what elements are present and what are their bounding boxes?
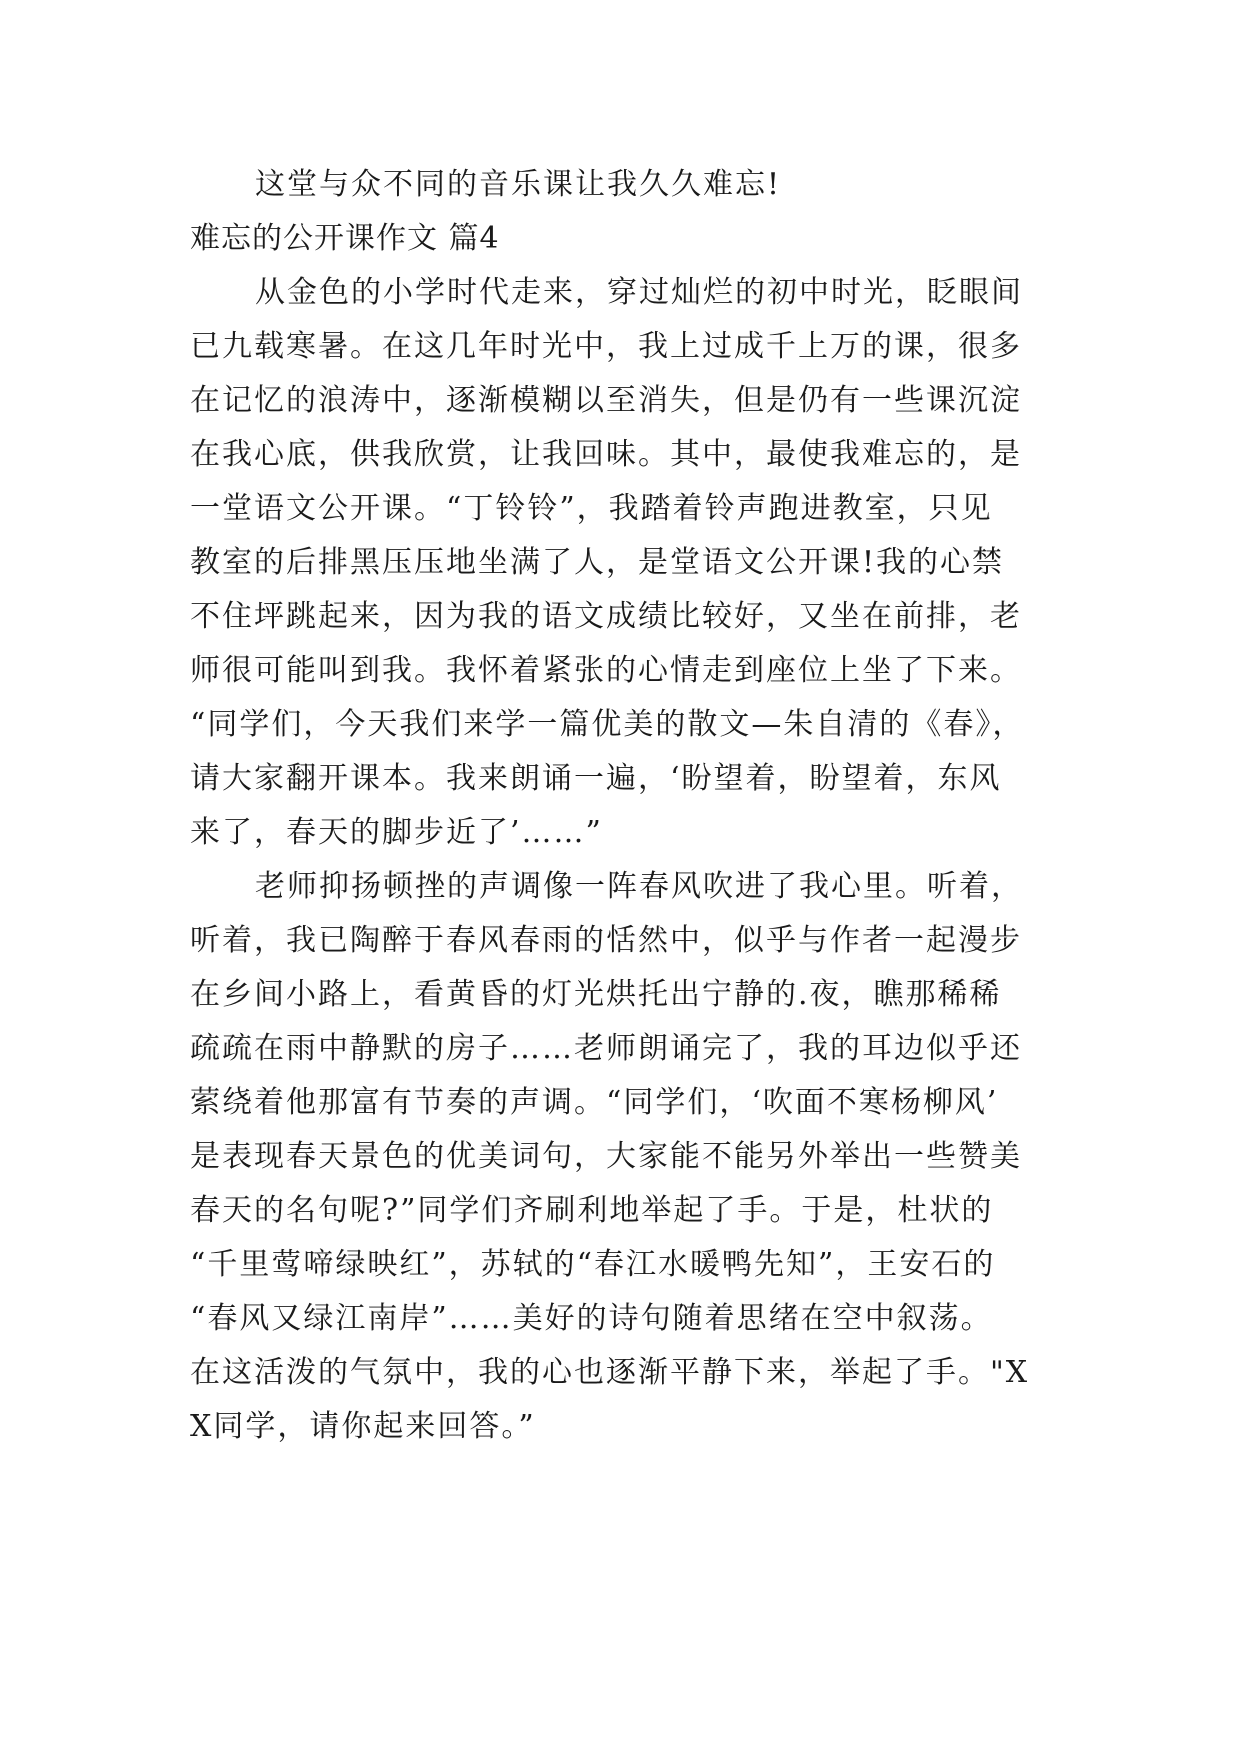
text-line: “同学们，今天我们来学一篇优美的散文—朱自清的《春》， — [190, 707, 1025, 742]
text-line: 师很可能叫到我。我怀着紧张的心情走到座位上坐了下来。 — [190, 653, 1022, 688]
text-line: 从金色的小学时代走来，穿过灿烂的初中时光，眨眼间 — [255, 275, 1023, 310]
text-line: 是表现春天景色的优美词句，大家能不能另外举出一些赞美 — [190, 1139, 1022, 1174]
text-line: 一堂语文公开课。“丁铃铃”，我踏着铃声跑进教室，只见 — [190, 491, 993, 526]
text-line: 在我心底，供我欣赏，让我回味。其中，最使我难忘的，是 — [190, 437, 1022, 472]
text-line: 疏疏在雨中静默的房子……老师朗诵完了，我的耳边似乎还 — [190, 1031, 1022, 1066]
text-line: 萦绕着他那富有节奏的声调。“同学们，‘吹面不寒杨柳风’ — [190, 1085, 999, 1120]
section-title: 难忘的公开课作文 篇4 — [190, 221, 500, 256]
text-line: 请大家翻开课本。我来朗诵一遍，‘盼望着，盼望着，东风 — [190, 761, 1002, 796]
text-line: 在这活泼的气氛中，我的心也逐渐平静下来，举起了手。"X — [190, 1355, 1030, 1390]
text-line: “春风又绿江南岸”……美好的诗句随着思绪在空中叙荡。 — [190, 1301, 993, 1336]
text-line: 老师抑扬顿挫的声调像一阵春风吹进了我心里。听着， — [255, 869, 1023, 904]
text-line: 来了，春天的脚步近了’……” — [190, 815, 603, 850]
text-line: 不住坪跳起来，因为我的语文成绩比较好，又坐在前排，老 — [190, 599, 1022, 634]
text-line: X同学，请你起来回答。” — [190, 1409, 536, 1444]
closing-line: 这堂与众不同的音乐课让我久久难忘! — [255, 167, 782, 202]
text-line: 在记忆的浪涛中，逐渐模糊以至消失，但是仍有一些课沉淀 — [190, 383, 1022, 418]
text-line: 听着，我已陶醉于春风春雨的恬然中，似乎与作者一起漫步 — [190, 923, 1022, 958]
text-line: 已九载寒暑。在这几年时光中，我上过成千上万的课，很多 — [190, 329, 1022, 364]
text-line: 春天的名句呢?”同学们齐刷利地举起了手。于是，杜状的 — [190, 1193, 994, 1228]
text-line: 教室的后排黑压压地坐满了人，是堂语文公开课!我的心禁 — [190, 545, 1005, 580]
text-line: 在乡间小路上，看黄昏的灯光烘托出宁静的.夜，瞧那稀稀 — [190, 977, 1002, 1012]
text-line: “千里莺啼绿映红”，苏轼的“春江水暖鸭先知”，王安石的 — [190, 1247, 996, 1282]
